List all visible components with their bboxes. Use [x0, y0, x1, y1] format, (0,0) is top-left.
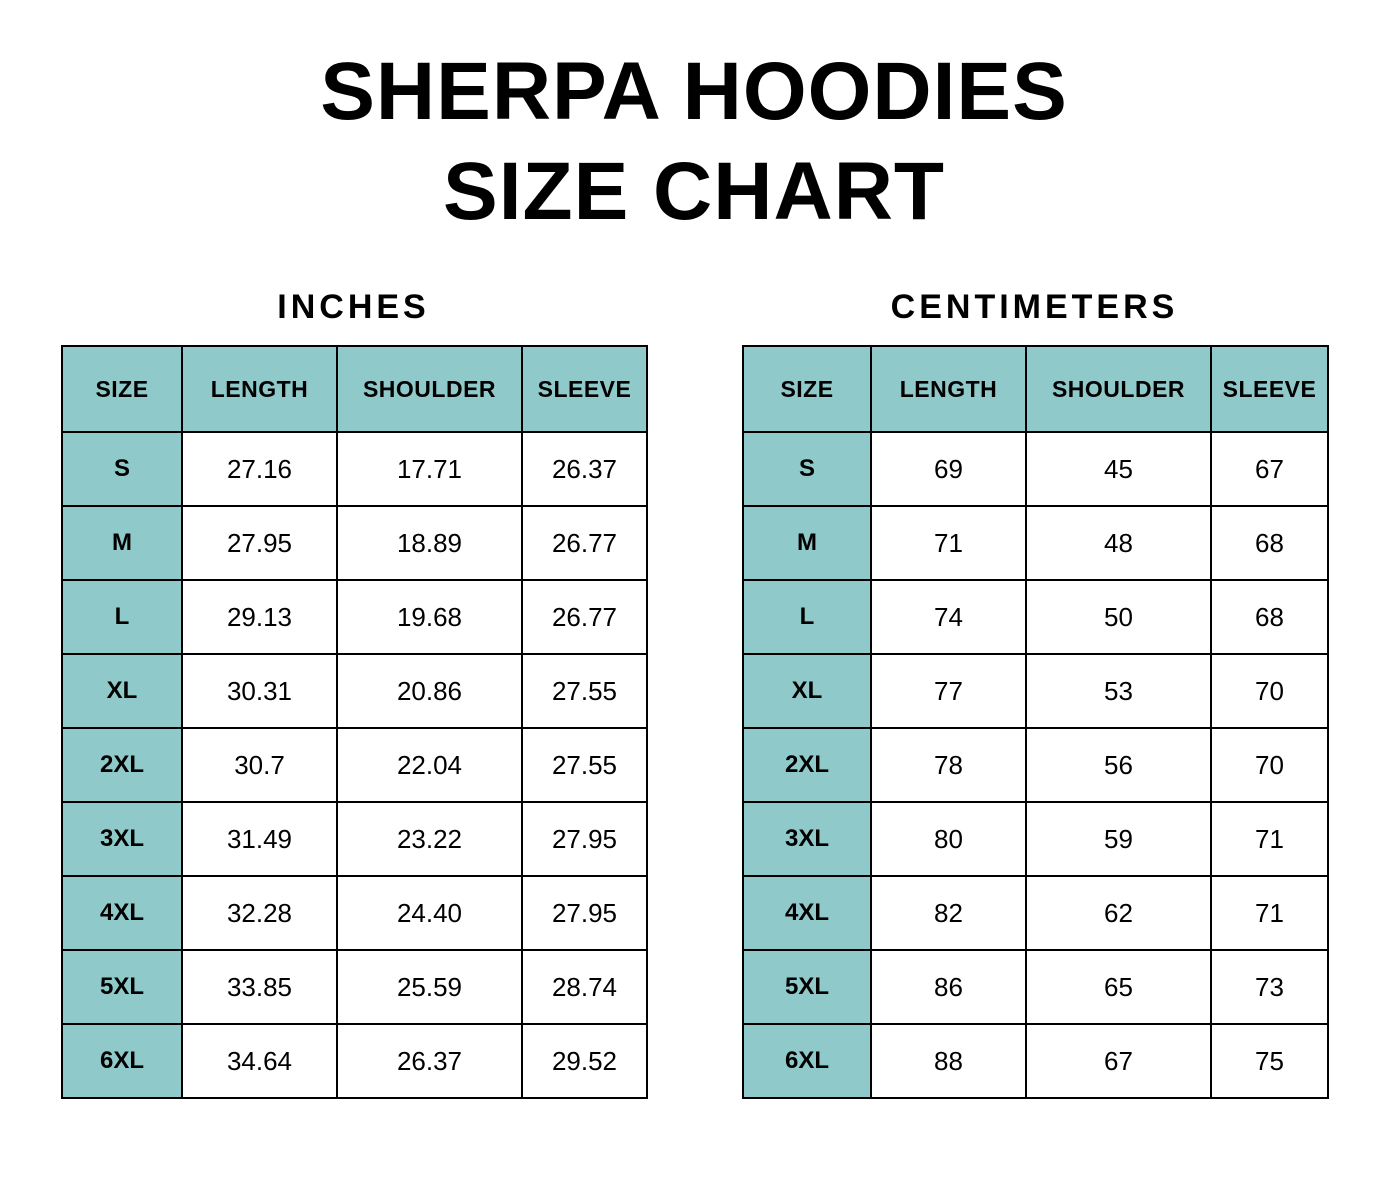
cell-size: 2XL	[62, 728, 182, 802]
cell-size: 6XL	[743, 1024, 871, 1098]
cell-length: 71	[871, 506, 1026, 580]
centimeters-heading: CENTIMETERS	[890, 288, 1179, 327]
cell-length: 32.28	[182, 876, 337, 950]
cell-length: 29.13	[182, 580, 337, 654]
cell-sleeve: 67	[1211, 432, 1328, 506]
page-title-line-2: SIZE CHART	[443, 146, 945, 238]
cell-sleeve: 68	[1211, 506, 1328, 580]
cell-length: 77	[871, 654, 1026, 728]
table-row	[743, 876, 1328, 950]
cell-sleeve: 26.77	[522, 580, 647, 654]
cell-shoulder: 22.04	[337, 728, 522, 802]
cell-sleeve: 70	[1211, 654, 1328, 728]
inches-heading: INCHES	[277, 288, 430, 327]
cell-length: 82	[871, 876, 1026, 950]
table-row	[62, 580, 647, 654]
table-row	[743, 654, 1328, 728]
cell-length: 78	[871, 728, 1026, 802]
column-header-shoulder: SHOULDER	[337, 346, 522, 432]
cell-shoulder: 50	[1026, 580, 1211, 654]
table-row	[743, 728, 1328, 802]
cell-size: 3XL	[62, 802, 182, 876]
table-row	[62, 506, 647, 580]
column-header-shoulder: SHOULDER	[1026, 346, 1211, 432]
column-header-size: SIZE	[743, 346, 871, 432]
cell-sleeve: 75	[1211, 1024, 1328, 1098]
table-row	[743, 580, 1328, 654]
cell-size: XL	[62, 654, 182, 728]
table-row	[62, 802, 647, 876]
cell-shoulder: 18.89	[337, 506, 522, 580]
cell-sleeve: 26.37	[522, 432, 647, 506]
table-row	[62, 654, 647, 728]
centimeters-size-table	[742, 345, 1329, 1099]
cell-shoulder: 26.37	[337, 1024, 522, 1098]
cell-shoulder: 65	[1026, 950, 1211, 1024]
cell-size: S	[62, 432, 182, 506]
cell-length: 27.95	[182, 506, 337, 580]
cell-shoulder: 20.86	[337, 654, 522, 728]
cell-shoulder: 48	[1026, 506, 1211, 580]
cell-size: 5XL	[743, 950, 871, 1024]
cell-shoulder: 24.40	[337, 876, 522, 950]
cell-length: 27.16	[182, 432, 337, 506]
cell-size: L	[62, 580, 182, 654]
table-header-row	[743, 346, 1328, 432]
cell-shoulder: 59	[1026, 802, 1211, 876]
column-header-length: LENGTH	[182, 346, 337, 432]
cell-shoulder: 19.68	[337, 580, 522, 654]
cell-sleeve: 73	[1211, 950, 1328, 1024]
cell-size: 5XL	[62, 950, 182, 1024]
column-header-size: SIZE	[62, 346, 182, 432]
cell-length: 31.49	[182, 802, 337, 876]
cell-sleeve: 27.95	[522, 876, 647, 950]
cell-shoulder: 17.71	[337, 432, 522, 506]
cell-sleeve: 29.52	[522, 1024, 647, 1098]
table-row	[62, 432, 647, 506]
cell-length: 33.85	[182, 950, 337, 1024]
cell-shoulder: 53	[1026, 654, 1211, 728]
cell-sleeve: 71	[1211, 802, 1328, 876]
cell-shoulder: 25.59	[337, 950, 522, 1024]
page-title-line-1: SHERPA HOODIES	[320, 46, 1068, 137]
table-row	[62, 876, 647, 950]
table-row	[62, 728, 647, 802]
cell-sleeve: 27.55	[522, 654, 647, 728]
cell-size: XL	[743, 654, 871, 728]
cell-shoulder: 23.22	[337, 802, 522, 876]
table-row	[743, 950, 1328, 1024]
table-header-row	[62, 346, 647, 432]
cell-sleeve: 28.74	[522, 950, 647, 1024]
column-header-sleeve: SLEEVE	[522, 346, 647, 432]
table-row	[743, 432, 1328, 506]
table-row	[62, 950, 647, 1024]
page-title	[0, 0, 1388, 242]
cell-size: 4XL	[62, 876, 182, 950]
table-row	[743, 1024, 1328, 1098]
column-header-length: LENGTH	[871, 346, 1026, 432]
tables-container	[0, 288, 1388, 1099]
cell-shoulder: 67	[1026, 1024, 1211, 1098]
cell-sleeve: 27.95	[522, 802, 647, 876]
cell-size: 4XL	[743, 876, 871, 950]
cell-sleeve: 27.55	[522, 728, 647, 802]
cell-sleeve: 26.77	[522, 506, 647, 580]
centimeters-table-block	[742, 288, 1327, 1099]
cell-length: 30.31	[182, 654, 337, 728]
table-row	[743, 802, 1328, 876]
cell-length: 69	[871, 432, 1026, 506]
cell-size: L	[743, 580, 871, 654]
cell-size: M	[62, 506, 182, 580]
cell-length: 30.7	[182, 728, 337, 802]
cell-sleeve: 71	[1211, 876, 1328, 950]
table-row	[62, 1024, 647, 1098]
cell-shoulder: 56	[1026, 728, 1211, 802]
cell-sleeve: 68	[1211, 580, 1328, 654]
inches-size-table	[61, 345, 648, 1099]
cell-size: 3XL	[743, 802, 871, 876]
cell-length: 80	[871, 802, 1026, 876]
cell-size: M	[743, 506, 871, 580]
cell-shoulder: 62	[1026, 876, 1211, 950]
cell-length: 34.64	[182, 1024, 337, 1098]
column-header-sleeve: SLEEVE	[1211, 346, 1328, 432]
cell-shoulder: 45	[1026, 432, 1211, 506]
cell-length: 74	[871, 580, 1026, 654]
cell-length: 86	[871, 950, 1026, 1024]
inches-table-block	[61, 288, 646, 1099]
table-row	[743, 506, 1328, 580]
cell-sleeve: 70	[1211, 728, 1328, 802]
cell-size: 2XL	[743, 728, 871, 802]
cell-length: 88	[871, 1024, 1026, 1098]
cell-size: S	[743, 432, 871, 506]
cell-size: 6XL	[62, 1024, 182, 1098]
